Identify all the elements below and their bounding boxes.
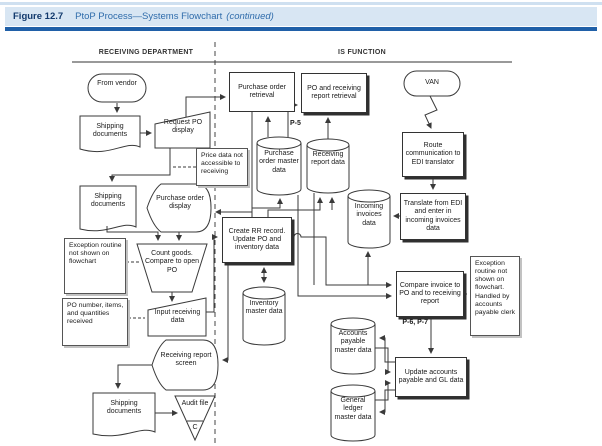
arrow-rr-screen-to-shipping-docs-3: [118, 365, 152, 388]
van-label: VAN: [425, 79, 439, 86]
compare-invoice-label: Compare invoice to PO and to receiving report: [399, 281, 461, 306]
compare-invoice-process: [396, 271, 464, 317]
p6-p7-connector-label: P-6, P-7: [402, 319, 428, 326]
po-master-data-label: Purchase order master data: [259, 150, 299, 174]
po-number-note-annotation: PO number, items, and quantities received: [62, 298, 128, 346]
po-master-data-cylinder-top: [257, 137, 301, 149]
translate-edi-process: [400, 193, 466, 240]
input-receiving-data-label: Input receiving data: [154, 309, 201, 325]
translate-edi-label: Translate from EDI and enter in incoming invoices data: [403, 200, 463, 232]
create-rr-label: Create RR record. Update PO and inventory data: [228, 227, 286, 252]
count-goods-label: Count goods. Compare to open PO: [144, 250, 200, 274]
arrow-create-rr-to-rr-screen: [223, 263, 228, 360]
ap-master-data-label: Accounts payable master data: [334, 330, 372, 354]
shipping-documents-2-label: Shipping documents: [90, 193, 126, 209]
receiving-report-data-label: Receiving report data: [311, 151, 345, 167]
arrow-request-po-to-shipping-docs-2: [112, 148, 170, 181]
receiving-report-data-cylinder-top: [307, 139, 349, 151]
exception-note-ap-annotation: Exception routine not shown on flowchart. Handled by accounts payable clerk: [470, 256, 520, 336]
gl-master-data-cylinder-top: [331, 385, 375, 397]
shipping-documents-3-label: Shipping documents: [106, 400, 142, 416]
figure-title: PtoP Process—Systems Flowchart: [75, 11, 223, 22]
figure-number-label: Figure 12.7: [13, 11, 64, 22]
route-communication-process: [402, 132, 464, 177]
request-po-display-label: Request PO display: [163, 119, 203, 135]
route-communication-label: Route communication to EDI translator: [405, 142, 461, 166]
arrow-gl-master-to-update: [375, 383, 390, 400]
po-rr-retrieval-process: [301, 73, 367, 113]
from-vendor-label: From vendor: [97, 80, 137, 87]
arrow-ap-master-to-update: [375, 348, 390, 372]
incoming-invoices-data-cylinder-top: [348, 190, 390, 202]
inventory-master-data-cylinder-top: [243, 287, 285, 299]
incoming-invoices-data-label: Incoming invoices data: [354, 203, 384, 227]
receiving-report-screen-label: Receiving report screen: [160, 352, 212, 368]
inventory-master-data-label: Inventory master data: [245, 300, 283, 316]
update-ap-gl-label: Update accounts payable and GL data: [398, 368, 464, 384]
update-ap-gl-process: [395, 357, 467, 397]
shipping-documents-1-label: Shipping documents: [92, 123, 128, 139]
van-comm-link-bolt: [425, 96, 437, 128]
gl-master-data-label: General ledger master data: [334, 397, 372, 421]
audit-file-label: Audit file: [181, 400, 209, 407]
create-rr-process: [222, 217, 292, 263]
column-header-receiving: RECEIVING DEPARTMENT: [98, 49, 194, 56]
audit-file-tag-label: C: [192, 424, 198, 431]
po-rr-retrieval-label: PO and receiving report retrieval: [307, 84, 361, 100]
p5-connector-label: P-5: [290, 120, 301, 127]
purchase-order-retrieval-process: [229, 72, 295, 112]
figure-continued-label: (continued): [226, 11, 274, 22]
purchase-order-retrieval-label: Purchase order retrieval: [238, 83, 286, 99]
arrow-input-receiving-to-create-rr: [206, 237, 217, 312]
ap-master-data-cylinder-top: [331, 318, 375, 330]
price-note-annotation: Price data not accessible to receiving: [196, 148, 248, 186]
exception-note-receiving-annotation: Exception routine not shown on flowchart: [64, 238, 126, 294]
arrow-create-rr-to-po-master: [252, 199, 280, 217]
purchase-order-display-label: Purchase order display: [156, 195, 204, 211]
column-header-is-function: IS FUNCTION: [337, 49, 387, 56]
